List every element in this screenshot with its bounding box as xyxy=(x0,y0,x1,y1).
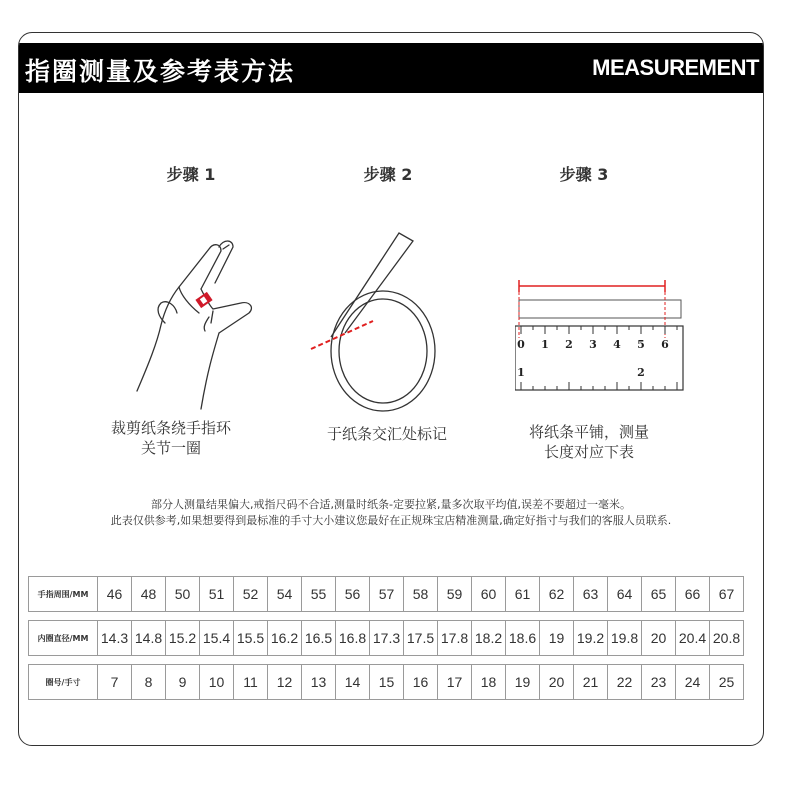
row-header-diameter: 内圈直径/MM xyxy=(29,621,98,656)
table-cell: 20.4 xyxy=(676,621,710,656)
paper-loop-illustration xyxy=(301,229,471,419)
table-cell: 23 xyxy=(642,665,676,700)
table-cell: 63 xyxy=(574,577,608,612)
table-cell: 20 xyxy=(540,665,574,700)
table-cell: 9 xyxy=(166,665,200,700)
ruler-number-3: 3 xyxy=(589,338,597,351)
table-cell: 67 xyxy=(710,577,744,612)
table-cell: 18.2 xyxy=(472,621,506,656)
table-row xyxy=(29,621,744,656)
table-cell: 19 xyxy=(540,621,574,656)
ruler-illustration xyxy=(515,278,685,394)
table-cell: 12 xyxy=(268,665,302,700)
table-cell: 62 xyxy=(540,577,574,612)
step-3-caption-line1: 将纸条平铺，测量 xyxy=(528,423,649,441)
page-title: 指圈测量及参考表方法 xyxy=(25,57,296,86)
step-1-label: 步骤 1 xyxy=(166,165,216,184)
step-2-caption-line1: 于纸条交汇处标记 xyxy=(326,425,447,443)
table-cell: 65 xyxy=(642,577,676,612)
table-cell: 18.6 xyxy=(506,621,540,656)
step-1-caption-line2: 关节一圈 xyxy=(140,439,201,457)
note-line-2: 此表仅供参考,如果想要得到最标准的手寸大小建议您最好在正规珠宝店精准测量,确定好指寸与我们的客服人员联系. xyxy=(110,514,672,527)
table-cell: 17.8 xyxy=(438,621,472,656)
table-cell: 11 xyxy=(234,665,268,700)
table-cell: 15.4 xyxy=(200,621,234,656)
table-cell: 59 xyxy=(438,577,472,612)
table-cell: 17.3 xyxy=(370,621,404,656)
step-3-caption xyxy=(499,422,679,462)
table-cell: 19 xyxy=(506,665,540,700)
step-3-caption-line2: 长度对应下表 xyxy=(543,443,634,461)
note-line-1: 部分人测量结果偏大,戒指尺码不合适,测量时纸条-定要拉紧,量多次取平均值,误差不要超过一毫米。 xyxy=(151,498,631,511)
table-cell: 57 xyxy=(370,577,404,612)
ring-size-row xyxy=(28,664,744,700)
table-cell: 46 xyxy=(98,577,132,612)
table-cell: 16.8 xyxy=(336,621,370,656)
table-cell: 25 xyxy=(710,665,744,700)
finger-circumference-row xyxy=(28,576,744,612)
hand-illustration xyxy=(109,213,259,413)
measurement-card xyxy=(18,32,764,746)
table-cell: 14.3 xyxy=(98,621,132,656)
table-cell: 17 xyxy=(438,665,472,700)
table-cell: 16.2 xyxy=(268,621,302,656)
table-cell: 20.8 xyxy=(710,621,744,656)
page-title-en: MEASUREMENT xyxy=(592,55,759,80)
table-cell: 18 xyxy=(472,665,506,700)
table-cell: 54 xyxy=(268,577,302,612)
header-bar xyxy=(19,43,763,93)
table-cell: 10 xyxy=(200,665,234,700)
table-cell: 15.5 xyxy=(234,621,268,656)
table-cell: 51 xyxy=(200,577,234,612)
ruler-bottom-number-2: 2 xyxy=(637,366,645,379)
table-cell: 16 xyxy=(404,665,438,700)
table-row xyxy=(29,665,744,700)
ruler-number-4: 4 xyxy=(613,338,621,351)
step-2-label: 步骤 2 xyxy=(363,165,413,184)
table-cell: 56 xyxy=(336,577,370,612)
step-3-label: 步骤 3 xyxy=(559,165,609,184)
table-cell: 22 xyxy=(608,665,642,700)
table-cell: 60 xyxy=(472,577,506,612)
table-cell: 7 xyxy=(98,665,132,700)
row-header-ring-size: 圈号/手寸 xyxy=(29,665,98,700)
table-cell: 19.2 xyxy=(574,621,608,656)
ruler-number-2: 2 xyxy=(565,338,573,351)
step-1-caption xyxy=(81,418,261,458)
ruler-number-5: 5 xyxy=(637,338,645,351)
table-cell: 16.5 xyxy=(302,621,336,656)
table-cell: 58 xyxy=(404,577,438,612)
ruler-number-0: 0 xyxy=(517,338,525,351)
ruler-number-1: 1 xyxy=(541,338,549,351)
table-cell: 14 xyxy=(336,665,370,700)
table-cell: 14.8 xyxy=(132,621,166,656)
table-row xyxy=(29,577,744,612)
table-cell: 21 xyxy=(574,665,608,700)
table-cell: 66 xyxy=(676,577,710,612)
table-cell: 61 xyxy=(506,577,540,612)
ruler-bottom-number-1: 1 xyxy=(517,366,525,379)
table-cell: 52 xyxy=(234,577,268,612)
table-cell: 20 xyxy=(642,621,676,656)
table-cell: 15 xyxy=(370,665,404,700)
table-cell: 64 xyxy=(608,577,642,612)
table-cell: 55 xyxy=(302,577,336,612)
inner-diameter-row xyxy=(28,620,744,656)
table-cell: 48 xyxy=(132,577,166,612)
row-header-circumference: 手指周围/MM xyxy=(29,577,98,612)
ruler-number-6: 6 xyxy=(661,338,669,351)
table-cell: 19.8 xyxy=(608,621,642,656)
table-cell: 13 xyxy=(302,665,336,700)
table-cell: 24 xyxy=(676,665,710,700)
table-cell: 17.5 xyxy=(404,621,438,656)
table-cell: 15.2 xyxy=(166,621,200,656)
table-cell: 8 xyxy=(132,665,166,700)
step-2-caption xyxy=(297,424,477,444)
step-1-caption-line1: 裁剪纸条绕手指环 xyxy=(110,419,231,437)
table-cell: 50 xyxy=(166,577,200,612)
